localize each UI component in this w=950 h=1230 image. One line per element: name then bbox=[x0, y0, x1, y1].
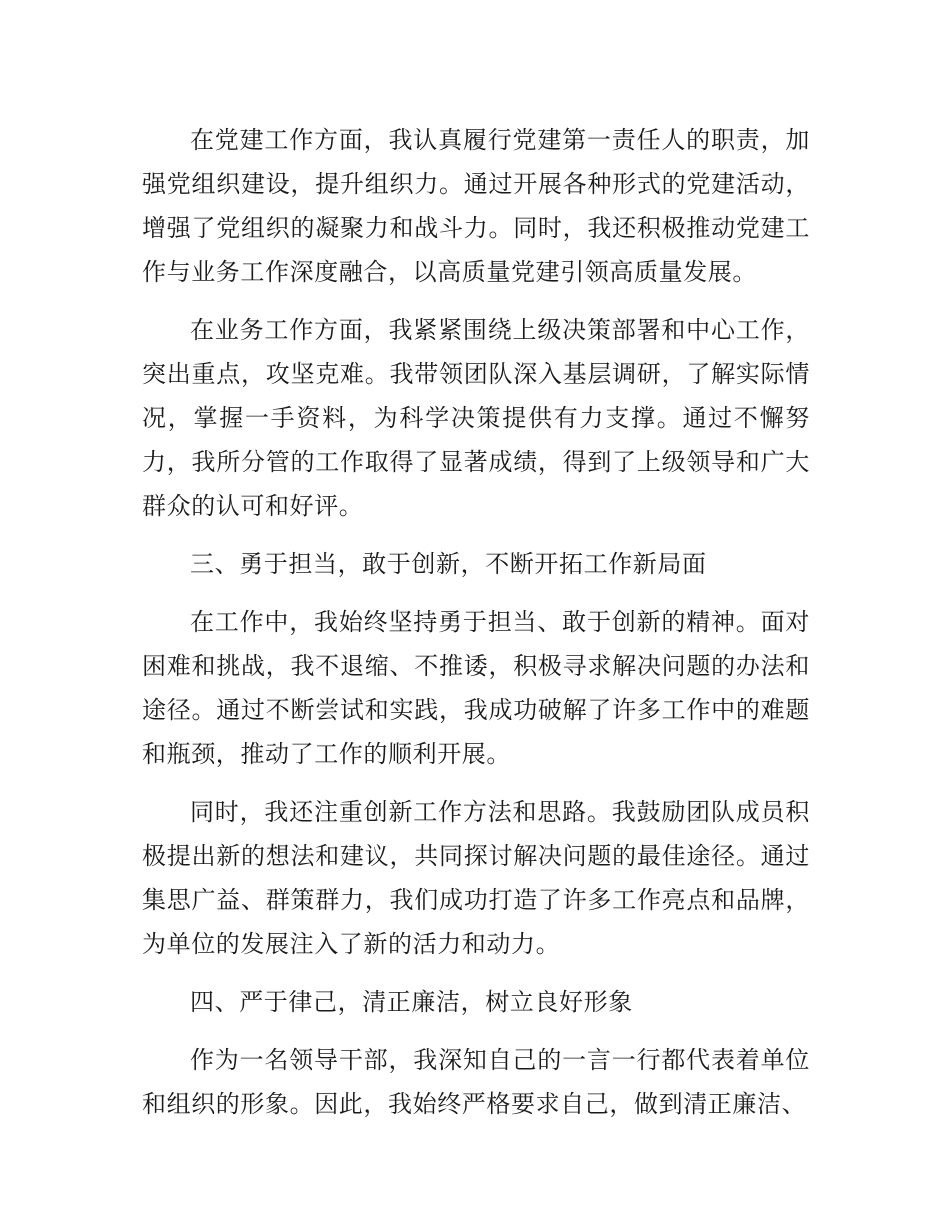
paragraph-business-work: 在业务工作方面，我紧紧围绕上级决策部署和中心工作，突出重点，攻坚克难。我带领团队深入基层调研，了解实际情况，掌握一手资料，为科学决策提供有力支撑。通过不懈努力，我所分管的工作取得了显著成绩，得到了上级领导和广大群众的认可和好评。 bbox=[142, 316, 810, 520]
paragraph-self-discipline: 作为一名领导干部，我深知自己的一言一行都代表着单位和组织的形象。因此，我始终严格要求自己，做到清正廉洁、 bbox=[142, 1046, 810, 1118]
document-body bbox=[142, 118, 810, 1140]
section-heading-three: 三、勇于担当，敢于创新，不断开拓工作新局面 bbox=[190, 550, 707, 578]
paragraph-party-building: 在党建工作方面，我认真履行党建第一责任人的职责，加强党组织建设，提升组织力。通过开展各种形式的党建活动，增强了党组织的凝聚力和战斗力。同时，我还积极推动党建工作与业务工作深度融合，以高质量党建引领高质量发展。 bbox=[142, 126, 810, 286]
section-heading-four: 四、严于律己，清正廉洁，树立良好形象 bbox=[190, 988, 633, 1016]
paragraph-responsibility: 在工作中，我始终坚持勇于担当、敢于创新的精神。面对困难和挑战，我不退缩、不推诿，积极寻求解决问题的办法和途径。通过不断尝试和实践，我成功破解了许多工作中的难题和瓶颈，推动了工作的顺利开展。 bbox=[142, 608, 810, 768]
paragraph-innovation: 同时，我还注重创新工作方法和思路。我鼓励团队成员积极提出新的想法和建议，共同探讨解决问题的最佳途径。通过集思广益、群策群力，我们成功打造了许多工作亮点和品牌，为单位的发展注入了新的活力和动力。 bbox=[142, 798, 810, 958]
